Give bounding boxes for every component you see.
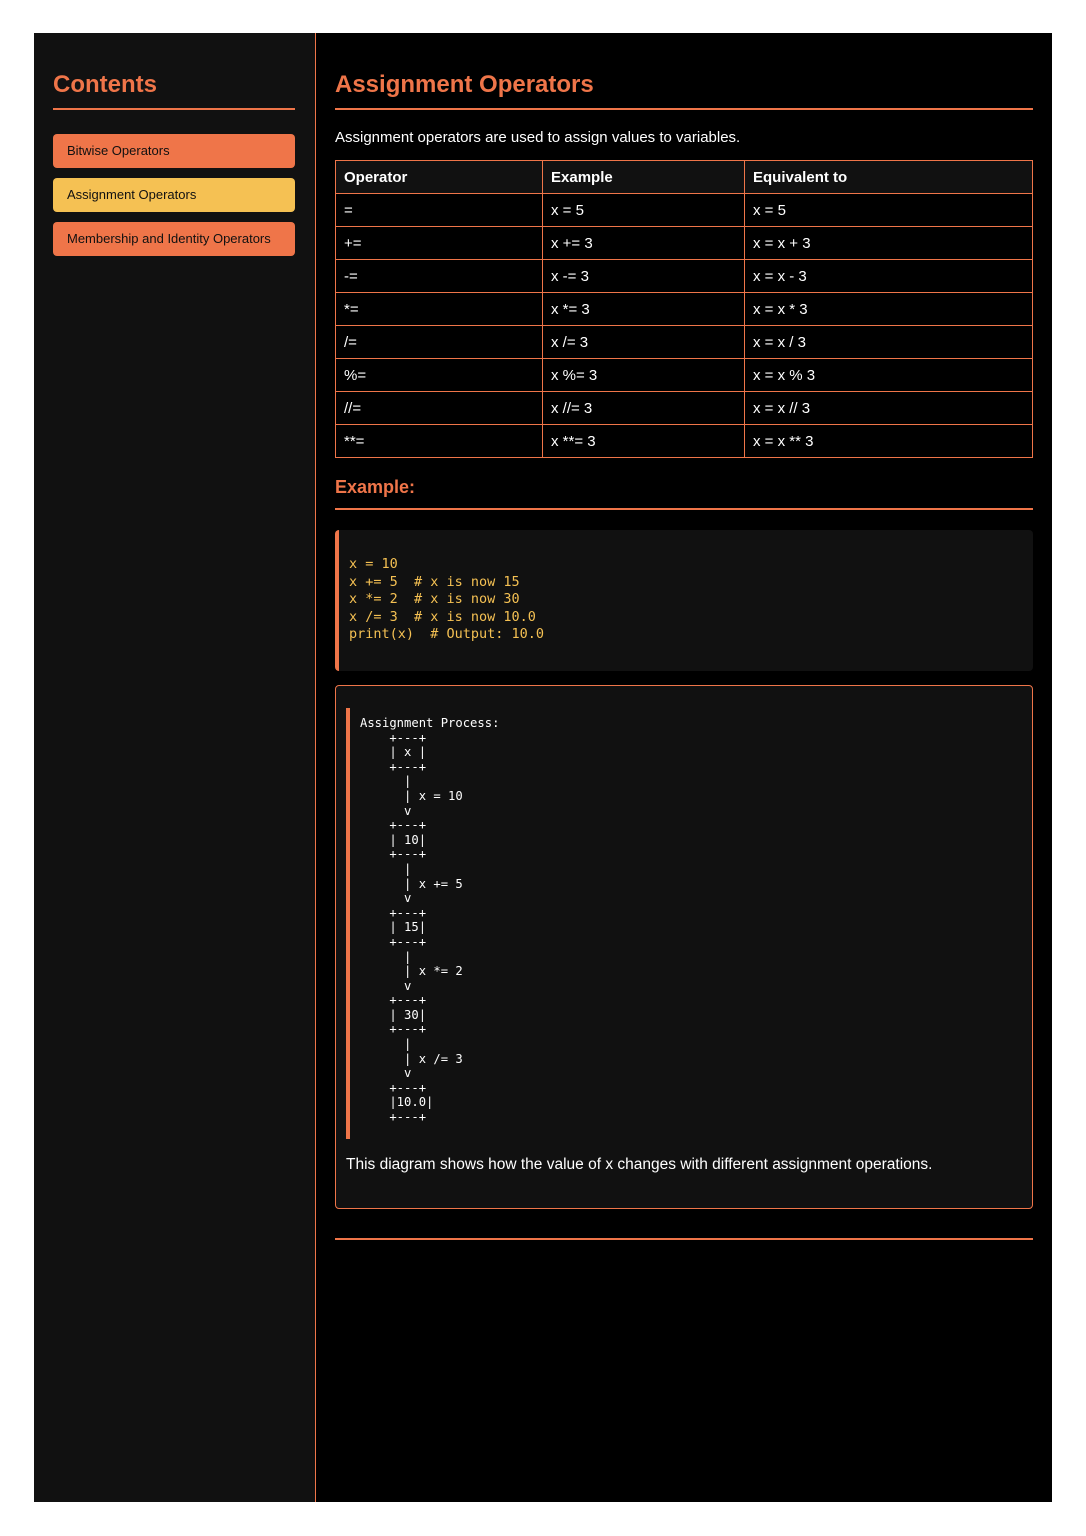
cell-equivalent: x = x - 3: [745, 260, 1033, 293]
table-row: [336, 293, 1033, 326]
diagram-frame: [346, 708, 1022, 1139]
table-row: [336, 392, 1033, 425]
intro-text: Assignment operators are used to assign values to variables.: [335, 129, 741, 146]
page-title: Assignment Operators: [335, 71, 1033, 110]
header-operator: Operator: [336, 161, 543, 194]
cell-example: x **= 3: [543, 425, 745, 458]
cell-example: x += 3: [543, 227, 745, 260]
diagram-box: [335, 685, 1033, 1209]
sidebar-item-membership-identity-operators[interactable]: Membership and Identity Operators: [53, 222, 295, 256]
sidebar-item-bitwise-operators[interactable]: Bitwise Operators: [53, 134, 295, 168]
cell-equivalent: x = 5: [745, 194, 1033, 227]
cell-equivalent: x = x ** 3: [745, 425, 1033, 458]
cell-operator: **=: [336, 425, 543, 458]
cell-example: x = 5: [543, 194, 745, 227]
cell-example: x /= 3: [543, 326, 745, 359]
table-row: [336, 260, 1033, 293]
code-example: [335, 530, 1033, 671]
main-content: [316, 33, 1052, 1502]
header-equivalent: Equivalent to: [745, 161, 1033, 194]
cell-example: x -= 3: [543, 260, 745, 293]
cell-example: x *= 3: [543, 293, 745, 326]
example-heading: Example:: [335, 477, 1033, 510]
code-text: x = 10 x += 5 # x is now 15 x *= 2 # x is now 30 x /= 3 # x is now 10.0 print(x) # Output: 10.0: [349, 556, 545, 643]
cell-equivalent: x = x / 3: [745, 326, 1033, 359]
table-row: [336, 227, 1033, 260]
sidebar: [34, 33, 316, 1502]
page: [34, 33, 1052, 1502]
footer-divider: [335, 1238, 1033, 1240]
sidebar-item: [53, 178, 295, 212]
cell-operator: %=: [336, 359, 543, 392]
cell-operator: =: [336, 194, 543, 227]
table-row: [336, 326, 1033, 359]
cell-operator: /=: [336, 326, 543, 359]
cell-example: x %= 3: [543, 359, 745, 392]
table-header-row: [336, 161, 1033, 194]
diagram-caption: This diagram shows how the value of x changes with different assignment operations.: [346, 1155, 933, 1173]
cell-equivalent: x = x % 3: [745, 359, 1033, 392]
cell-operator: //=: [336, 392, 543, 425]
sidebar-item: [53, 134, 295, 168]
table-row: [336, 194, 1033, 227]
sidebar-item: [53, 222, 295, 256]
cell-equivalent: x = x + 3: [745, 227, 1033, 260]
header-example: Example: [543, 161, 745, 194]
sidebar-title: Contents: [53, 71, 295, 110]
sidebar-nav: [53, 134, 295, 256]
table-body: [336, 194, 1033, 458]
cell-operator: +=: [336, 227, 543, 260]
cell-operator: *=: [336, 293, 543, 326]
table-row: [336, 359, 1033, 392]
sidebar-item-assignment-operators[interactable]: Assignment Operators: [53, 178, 295, 212]
table-row: [336, 425, 1033, 458]
cell-equivalent: x = x * 3: [745, 293, 1033, 326]
operators-table: [335, 160, 1033, 458]
cell-equivalent: x = x // 3: [745, 392, 1033, 425]
cell-operator: -=: [336, 260, 543, 293]
assignment-diagram: Assignment Process: +---+ | x | +---+ | | x = 10 v +---+ | 10| +---+ | | x += 5 v +---+ | 15| +---+ | | x *= 2 v +---+ | 30| +---+ | | x /= 3 v +---+ |10.0| +---+: [360, 716, 500, 1125]
cell-example: x //= 3: [543, 392, 745, 425]
